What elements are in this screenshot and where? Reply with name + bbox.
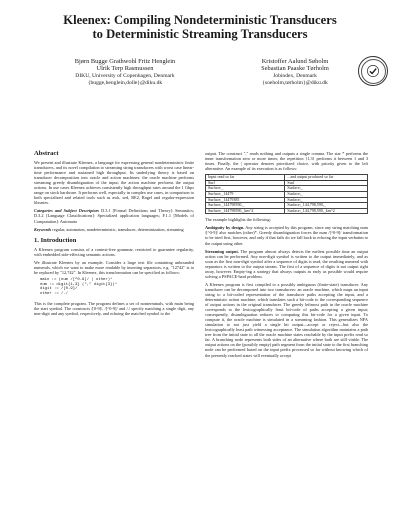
execution-table: [205, 174, 368, 214]
author-names-2: Ulrik Terp Rasmussen: [96, 65, 154, 73]
authors-right-block: [215, 58, 375, 86]
intro-paragraph-2: We illustrate Kleenex by an example. Consider a large text file containing unbounded numerals, which we want to make more readable by inserting separators, e.g. "12742" is to be replaced by "12,742". In Kleenex, this transformation can be specified as follows:: [34, 259, 194, 275]
intro-paragraph-3: This is the complete program. The program defines a set of nonterminals, with main being the start symbol. The constructs /[0-9]/, /[^0-9]/ and /./ specify matching a single digit, any non-digit and any symbol, respectively, and echoing the matched symbol to the: [34, 301, 194, 317]
code-line: digit := /[0-9]/: [40, 287, 78, 292]
title-line-1: Kleenex: Compiling Nondeterministic Transducers: [63, 13, 337, 27]
list-item-head: Ambiguity by design.: [205, 225, 245, 231]
author-names-2: Sebastian Paaske Tørholm: [261, 65, 329, 73]
left-column: [34, 150, 194, 319]
author-email: {soeholm,tørholm}@diku.dk: [262, 79, 328, 86]
list-item-text: Any string is accepted by this program, since any string matching num /[^0-9]/ also matches (other)*. Greedy disambiguation forces the num /[^0-9]/ transformation to be tried first, however, and only if that fails do we fall back to echoing the input verbatim to the output using other.: [205, 225, 368, 246]
code-line: main := (num /[^0-9]/ | other)*: [40, 277, 113, 282]
author-names: Bjørn Bugge Grathwohl Fritz Henglein: [74, 58, 176, 65]
code-line: other := /./: [40, 292, 69, 297]
intro-heading: 1. Introduction: [34, 236, 77, 244]
keywords-label: Keywords: [34, 226, 52, 232]
right-paragraph-3: A Kleenex program is first compiled to a possibly ambiguous (finite-state) transducer. Any transducer can be decomposed into two transducers: an oracle machine, which maps an input string to a bit-coded representation of the transducer paths accepting the input, and a deterministic action machine, which translates such a bit-code to the corresponding sequence of output actions in the original transducer. The greedy leftmost path in the oracle machine corresponds to the lexicographically least bit-code of paths accepting a given input; consequently, disambiguation reduces to computing this bit-code for a given input. To compute it, the oracle machine is simulated in a streaming fashion. This generalizes NFA simulation to not just yield a single bit output—accept or reject—but also the lexicographically least path witnessing acceptance. The simulation algorithm maintains a path tree from the initial state to all the oracle machine states reachable by the input prefix read so far. A branching node represents both sides of an alternative where both are still viable. The output actions on the (possibly empty) path segment from the initial state to the first branching node can be performed based on the input prefix processed so far without knowing which of the presently reached states will eventually accept: [205, 281, 368, 358]
paper-title: [40, 14, 360, 41]
table-cell: Surf: [285, 180, 368, 186]
author-names: Kristoffer Aalund Søholm: [261, 58, 329, 65]
authors-left-block: [40, 58, 210, 86]
code-line: num := digit{1,3} ("," digit{3})*: [40, 282, 118, 287]
keywords-paragraph: [34, 227, 194, 232]
table-cell: Surface;_14479: [206, 191, 285, 197]
table-cell: Surface;_14479385: [206, 197, 285, 203]
table-cell: Surface;_: [285, 186, 368, 192]
abstract-heading: Abstract: [34, 150, 59, 157]
table-cell: Surface;_144798590,_km^2: [206, 208, 285, 214]
table-header-output: ...and output produced so far: [285, 175, 368, 181]
title-line-2: to Deterministic Streaming Transducers: [92, 26, 308, 41]
list-item: [205, 225, 368, 245]
abstract-text: We present and illustrate Kleenex, a language for expressing general nondeterministic finite transducers, and its novel compilation to streaming string transducers with worst case linear-time performance and sustained high throughput. Its underlying theory is based on transducer decomposition into oracle and action machines: the oracle machine performs streaming greedy disambiguation of the input; the action machine performs the output actions. In use cases Kleenex achieves consistently high throughput rates around the 1 Gbps range on stock hardware. It performs well, especially in complex use cases, in comparison to both specialized and related tools such as awk, sed, RE2, Ragel and regular-expression libraries.: [34, 160, 194, 206]
author-affiliation: Jobindex, Denmark: [273, 73, 317, 80]
table-cell: Surface;_144,798,590,_km^2: [285, 208, 368, 214]
categories-text: D.3.1 [Formal Definitions and Theory]: Semantics; D.3.2 [Language Classifications]: Specialized application languages; F.1.1 [Models of Computation]: Automata: [34, 208, 194, 224]
artifact-evaluated-badge-icon: [358, 56, 388, 86]
categories-label: Categories and Subject Descriptors: [34, 208, 100, 214]
intro-paragraph-1: A Kleenex program consists of a context-free grammar, restricted to guarantee regularity, with embedded side-effecting semantic actions.: [34, 246, 194, 257]
categories-paragraph: [34, 208, 194, 223]
table-cell: Surface;_: [285, 191, 368, 197]
table-cell: Surf: [206, 180, 285, 186]
right-column: [205, 151, 368, 361]
right-paragraph-1: output. The construct "," reads nothing and outputs a single comma. The star * performs the inner transformation zero or more times; the repetition {1,3} performs it between 1 and 3 times. Finally, the | operator denotes prioritized choice, with priority given to the left alternative. An example of its execution is as follows:: [205, 151, 368, 172]
code-listing: [40, 278, 194, 297]
right-paragraph-2: The example highlights the following:: [205, 217, 271, 223]
table-cell: Surface;_: [285, 197, 368, 203]
author-affiliation: DIKU, University of Copenhagen, Denmark: [75, 73, 175, 80]
list-item-text: The program almost always detects the earliest possible time an output action can be performed. Any non-digit symbol is written to the output immediately, and as soon as the first non-digit symbol after a sequence of digits is read, the resulting numeral with separators is written to the output stream. The first of a sequence of digits is not output right away, however. Empty-ing a strategy that always outputs as early as possible would require solving a PSPACE-hard problem.: [205, 248, 368, 279]
table-cell: Surface;_: [206, 186, 285, 192]
list-item: [205, 249, 368, 279]
table-header-input: Input read so far: [206, 175, 285, 181]
list-item-head: Streaming output.: [205, 248, 239, 254]
table-cell: Surface;_144798590,_: [206, 203, 285, 209]
table-row: [206, 208, 368, 214]
author-email: {bugge,henglein,dolle}@diku.dk: [87, 79, 163, 86]
keywords-text: regular, automaton, nondeterministic, transducer, determinization, streaming: [52, 226, 184, 232]
table-cell: Surface;_144,798,590,_: [285, 203, 368, 209]
